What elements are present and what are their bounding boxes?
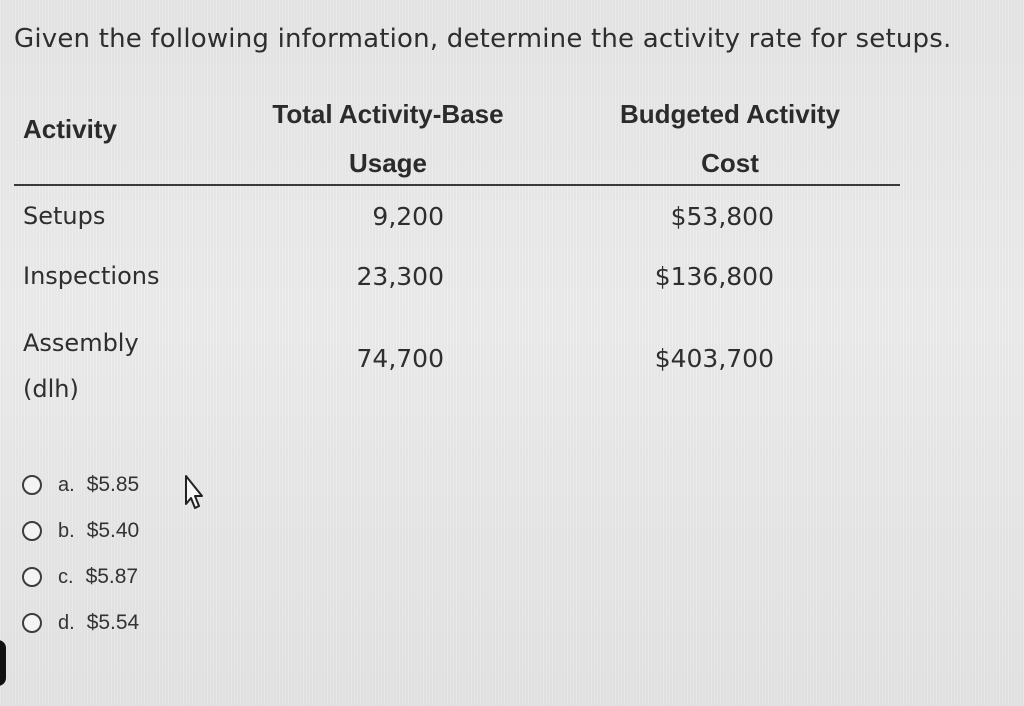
row-usage-value: 9,200 [372,202,444,231]
option-a[interactable] [22,462,139,508]
radio-button[interactable] [22,521,42,541]
header-cost [580,90,880,188]
radio-button[interactable] [22,613,42,633]
radio-button[interactable] [22,475,42,495]
table-row [14,306,900,406]
answer-options [22,462,139,646]
table-row [14,246,900,306]
edge-shadow [0,640,6,686]
option-b[interactable] [22,508,139,554]
row-cost-value: $403,700 [654,344,774,373]
header-cost-line1: Budgeted Activity [619,99,841,129]
row-cost-value: $53,800 [670,202,774,231]
header-activity: Activity [23,114,117,144]
table-row [14,186,900,246]
question-text: Given the following information, determine the activity rate for setups. [14,24,952,54]
row-activity-name [23,320,139,412]
option-letter: c. [58,565,74,588]
header-cost-line2: Cost [701,148,759,178]
header-usage [238,90,538,188]
activity-table [14,86,900,406]
table-header [14,86,900,186]
row-cost-value: $136,800 [654,262,774,291]
row-activity-name-line2: (dlh) [23,375,79,403]
row-usage-value: 23,300 [356,262,444,291]
option-d[interactable] [22,600,139,646]
header-usage-line2: Usage [348,148,428,178]
option-letter: a. [58,473,75,496]
row-activity-name: Inspections [23,262,160,290]
hand-pointer-icon [180,474,214,522]
option-value: $5.87 [85,565,139,588]
option-value: $5.54 [86,611,140,634]
row-usage-value: 74,700 [356,344,444,373]
option-value: $5.40 [86,519,140,542]
option-c[interactable] [22,554,139,600]
option-value: $5.85 [86,473,140,496]
option-letter: b. [58,519,75,542]
header-usage-line1: Total Activity-Base [272,99,504,129]
radio-button[interactable] [22,567,42,587]
option-letter: d. [58,611,75,634]
row-activity-name-line1: Assembly [23,329,139,357]
row-activity-name: Setups [23,202,106,230]
